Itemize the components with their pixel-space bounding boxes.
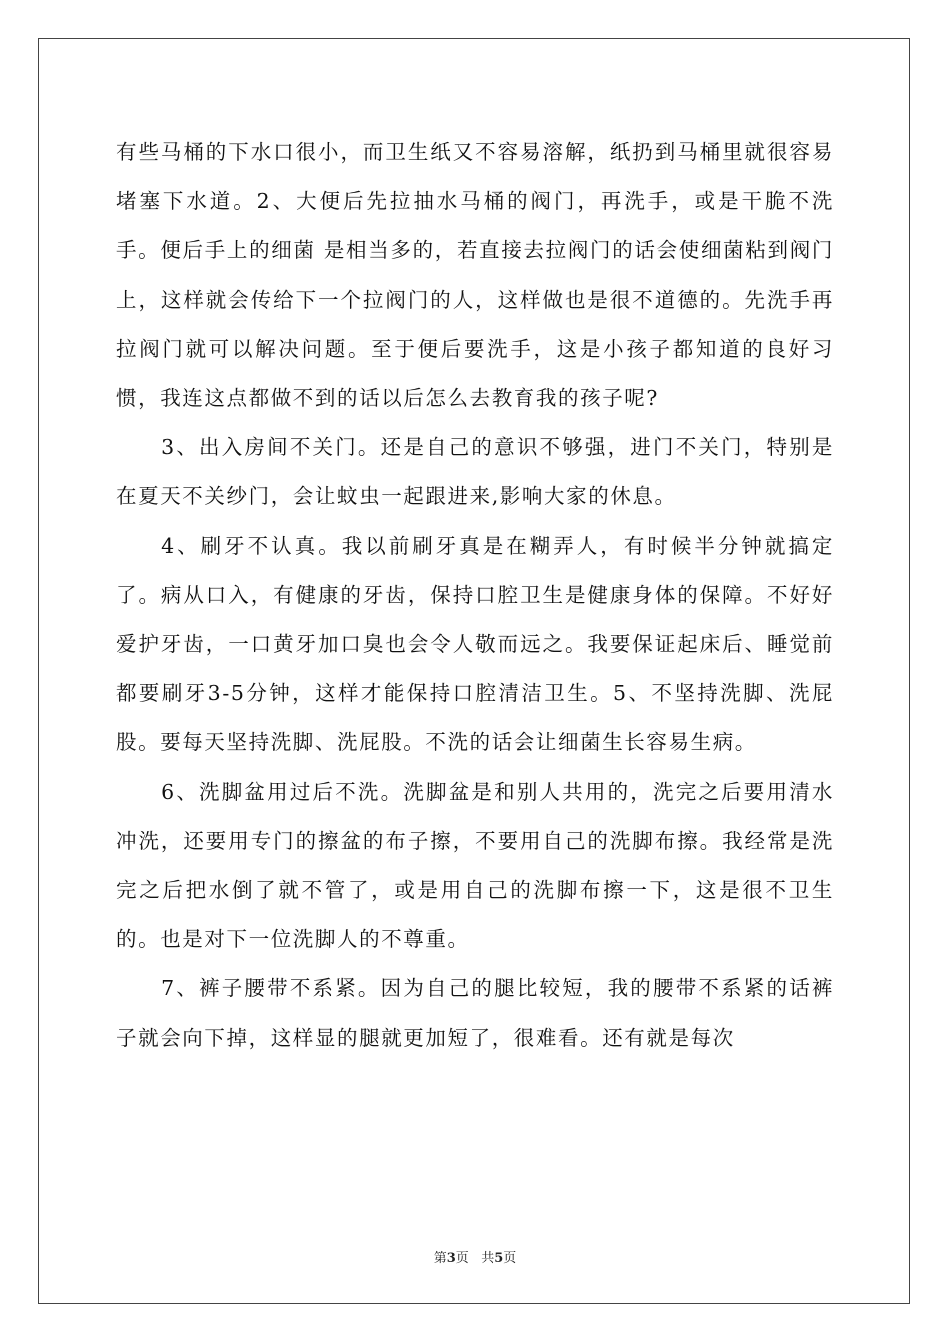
page-prefix: 第 [433,1251,447,1266]
document-body [116,128,834,1063]
total-prefix: 共 [481,1251,495,1266]
paragraph-4: 6、洗脚盆用过后不洗。洗脚盆是和别人共用的，洗完之后要用清水冲洗，还要用专门的擦盆的布子擦，不要用自己的洗脚布擦。我经常是洗完之后把水倒了就不管了，或是用自己的洗脚布擦一下，这是很不卫生的。也是对下一位洗脚人的不尊重。 [116,779,834,952]
paragraph-1: 有些马桶的下水口很小，而卫生纸又不容易溶解，纸扔到马桶里就很容易堵塞下水道。2、大便后先拉抽水马桶的阀门，再洗手，或是干脆不洗手。便后手上的细菌 是相当多的，若直接去拉阀门的话会使细菌粘到阀门上，这样就会传给下一个拉阀门的人，这样做也是很不道德的。先洗手再拉阀门就可以解决问题。至于便后要洗手，这是小孩子都知道的良好习惯，我连这点都做不到的话以后怎么去教育我的孩子呢? [116,140,834,411]
page-total: 5 [494,1251,504,1266]
total-suffix: 页 [503,1251,517,1266]
page-suffix: 页 [455,1251,469,1266]
page-footer [0,1247,950,1266]
page-current: 3 [446,1251,456,1266]
paragraph-5: 7、裤子腰带不系紧。因为自己的腿比较短，我的腰带不系紧的话裤子就会向下掉，这样显的腿就更加短了，很难看。还有就是每次 [116,976,834,1050]
paragraph-3: 4、刷牙不认真。我以前刷牙真是在糊弄人，有时候半分钟就搞定了。病从口入，有健康的牙齿，保持口腔卫生是健康身体的保障。不好好爱护牙齿，一口黄牙加口臭也会令人敬而远之。我要保证起床后、睡觉前都要刷牙3-5分钟，这样才能保持口腔清洁卫生。5、不坚持洗脚、洗屁股。要每天坚持洗脚、洗屁股。不洗的话会让细菌生长容易生病。 [116,533,834,755]
paragraph-2: 3、出入房间不关门。还是自己的意识不够强，进门不关门，特别是在夏天不关纱门，会让蚊虫一起跟进来,影响大家的休息。 [116,435,834,509]
